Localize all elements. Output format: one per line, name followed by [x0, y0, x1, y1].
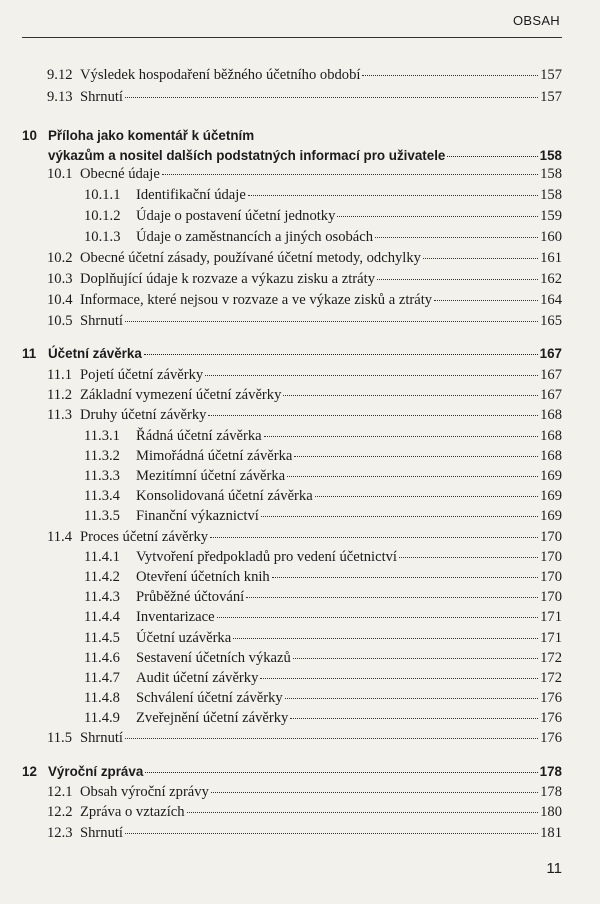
- toc-entry-10-4[interactable]: [47, 291, 562, 309]
- entry-number: 10.4: [47, 292, 73, 308]
- entry-title: Zveřejnění účetní závěrky: [136, 710, 289, 726]
- dot-leader: [264, 436, 539, 437]
- entry-title: Průběžné účtování: [136, 589, 245, 605]
- toc-chapter-11[interactable]: [22, 345, 562, 363]
- toc-entry-11-4-9[interactable]: [84, 709, 562, 727]
- dot-leader: [208, 415, 538, 416]
- entry-number: 11.1: [47, 367, 72, 383]
- toc-chapter-12[interactable]: [22, 763, 562, 781]
- toc-entry-10-2[interactable]: [47, 249, 562, 267]
- entry-page: 171: [540, 609, 562, 625]
- entry-number: 10.1.1: [84, 187, 121, 203]
- entry-title: Základní vymezení účetní závěrky: [80, 387, 282, 403]
- entry-page: 180: [540, 804, 562, 820]
- entry-title: Druhy účetní závěrky: [80, 407, 207, 423]
- toc-entry-11-3-5[interactable]: [84, 507, 562, 525]
- entry-number: 10.1: [47, 166, 73, 182]
- entry-title: Shrnutí: [80, 730, 123, 746]
- dot-leader: [290, 718, 538, 719]
- entry-number: 11.4.2: [84, 569, 120, 585]
- entry-title: Inventarizace: [136, 609, 215, 625]
- entry-number: 11.2: [47, 387, 72, 403]
- entry-title: Mezitímní účetní závěrka: [136, 468, 286, 484]
- dot-leader: [210, 537, 538, 538]
- dot-leader: [362, 75, 538, 76]
- entry-title: Pojetí účetní závěrky: [80, 367, 204, 383]
- entry-title: Obsah výroční zprávy: [80, 784, 209, 800]
- toc-entry-11-4-6[interactable]: [84, 649, 562, 667]
- entry-number: 11.4.5: [84, 630, 120, 646]
- entry-page: 176: [540, 730, 562, 746]
- entry-title: Shrnutí: [80, 89, 123, 105]
- entry-page: 169: [540, 488, 562, 504]
- entry-page: 170: [540, 569, 562, 585]
- entry-number: 11.3: [47, 407, 72, 423]
- chapter-page: 178: [539, 764, 562, 779]
- entry-title: Vytvoření předpokladů pro vedení účetnictví: [136, 549, 397, 565]
- entry-number: 10.2: [47, 250, 73, 266]
- entry-title: Schválení účetní závěrky: [136, 690, 283, 706]
- dot-leader: [287, 476, 538, 477]
- toc-entry-11-4-3[interactable]: [84, 588, 562, 606]
- entry-page: 158: [540, 166, 562, 182]
- toc-entry-11-5[interactable]: [47, 729, 562, 747]
- entry-title: Konsolidovaná účetní závěrka: [136, 488, 313, 504]
- entry-page: 168: [540, 407, 562, 423]
- entry-number: 10.5: [47, 313, 73, 329]
- dot-leader: [217, 617, 539, 618]
- entry-number: 11.5: [47, 730, 72, 746]
- dot-leader: [125, 833, 538, 834]
- dot-leader: [246, 597, 538, 598]
- entry-number: 11.4.9: [84, 710, 120, 726]
- toc-entry-11-4-5[interactable]: [84, 629, 562, 647]
- entry-title: Sestavení účetních výkazů: [136, 650, 291, 666]
- dot-leader: [294, 456, 538, 457]
- toc-entry-11-4-2[interactable]: [84, 568, 562, 586]
- toc-entry-10-1-1[interactable]: [84, 186, 562, 204]
- dot-leader: [315, 496, 538, 497]
- toc-entry-10-1-3[interactable]: [84, 228, 562, 246]
- entry-page: 169: [540, 468, 562, 484]
- dot-leader: [205, 375, 538, 376]
- dot-leader: [260, 678, 538, 679]
- toc-entry-11-4-8[interactable]: [84, 689, 562, 707]
- entry-number: 11.4.3: [84, 589, 120, 605]
- dot-leader: [423, 258, 538, 259]
- dot-leader: [293, 658, 538, 659]
- dot-leader: [337, 216, 538, 217]
- chapter-page: 167: [539, 346, 562, 361]
- entry-title: Identifikační údaje: [136, 187, 246, 203]
- entry-number: 12.3: [47, 825, 73, 841]
- entry-page: 164: [540, 292, 562, 308]
- entry-number: 11.3.4: [84, 488, 120, 504]
- toc-entry-12-3[interactable]: [47, 824, 562, 842]
- entry-page: 157: [540, 89, 562, 105]
- dot-leader: [211, 792, 538, 793]
- toc-entry-10-3[interactable]: [47, 270, 562, 288]
- chapter-title-line2: výkazům a nositel dalších podstatných informací pro uživatele: [48, 148, 446, 163]
- page-number: 11: [546, 860, 562, 877]
- entry-page: 158: [540, 187, 562, 203]
- chapter-number: 12: [22, 764, 37, 779]
- dot-leader: [375, 237, 538, 238]
- entry-page: 172: [540, 650, 562, 666]
- dot-leader: [261, 516, 538, 517]
- chapter-title: Výroční zpráva: [48, 764, 144, 779]
- entry-number: 11.3.1: [84, 428, 120, 444]
- entry-page: 176: [540, 690, 562, 706]
- toc-entry-11-2[interactable]: [47, 386, 562, 404]
- toc-entry-11-3-4[interactable]: [84, 487, 562, 505]
- entry-page: 161: [540, 250, 562, 266]
- entry-title: Zpráva o vztazích: [80, 804, 185, 820]
- entry-page: 168: [540, 428, 562, 444]
- toc-entry-10-1-2[interactable]: [84, 207, 562, 225]
- entry-title: Proces účetní závěrky: [80, 529, 209, 545]
- entry-number: 11.3.3: [84, 468, 120, 484]
- toc-entry-11-4-7[interactable]: [84, 669, 562, 687]
- entry-number: 11.4.6: [84, 650, 120, 666]
- dot-leader: [187, 812, 539, 813]
- entry-number: 11.3.2: [84, 448, 120, 464]
- entry-page: 181: [540, 825, 562, 841]
- entry-title: Otevření účetních knih: [136, 569, 270, 585]
- entry-number: 10.1.3: [84, 229, 121, 245]
- entry-number: 11.4.7: [84, 670, 120, 686]
- toc-entry-11-3[interactable]: [47, 406, 562, 424]
- entry-number: 11.4.4: [84, 609, 120, 625]
- toc-entry-12-2[interactable]: [47, 803, 562, 821]
- entry-number: 12.1: [47, 784, 73, 800]
- dot-leader: [447, 156, 537, 157]
- entry-number: 10.1.2: [84, 208, 121, 224]
- chapter-title: Účetní závěrka: [48, 346, 142, 361]
- toc-entry-11-3-2[interactable]: [84, 447, 562, 465]
- entry-page: 167: [540, 367, 562, 383]
- entry-page: 170: [540, 549, 562, 565]
- entry-page: 167: [540, 387, 562, 403]
- entry-title: Audit účetní závěrky: [136, 670, 259, 686]
- dot-leader: [162, 174, 538, 175]
- toc-entry-9-13[interactable]: [47, 88, 562, 106]
- entry-title: Shrnutí: [80, 313, 123, 329]
- entry-page: 170: [540, 589, 562, 605]
- dot-leader: [144, 354, 538, 355]
- dot-leader: [233, 638, 538, 639]
- entry-page: 176: [540, 710, 562, 726]
- entry-title: Řádná účetní závěrka: [136, 428, 262, 444]
- entry-title: Mimořádná účetní závěrka: [136, 448, 293, 464]
- dot-leader: [145, 772, 537, 773]
- dot-leader: [285, 698, 538, 699]
- entry-page: 170: [540, 529, 562, 545]
- entry-page: 159: [540, 208, 562, 224]
- toc-entry-9-12[interactable]: [47, 66, 562, 84]
- entry-page: 160: [540, 229, 562, 245]
- entry-title: Finanční výkaznictví: [136, 508, 259, 524]
- toc-entry-11-1[interactable]: [47, 366, 562, 384]
- toc-entry-11-3-1[interactable]: [84, 427, 562, 445]
- entry-title: Shrnutí: [80, 825, 123, 841]
- chapter-number: 10: [22, 128, 37, 143]
- toc-entry-10-1[interactable]: [47, 165, 562, 183]
- chapter-title-line1: Příloha jako komentář k účetním: [48, 128, 255, 143]
- entry-title: Obecné účetní zásady, používané účetní metody, odchylky: [80, 250, 421, 266]
- entry-title: Výsledek hospodaření běžného účetního období: [80, 67, 361, 83]
- entry-number: 9.13: [47, 89, 73, 105]
- entry-number: 11.4.8: [84, 690, 120, 706]
- entry-number: 10.3: [47, 271, 73, 287]
- entry-page: 168: [540, 448, 562, 464]
- dot-leader: [248, 195, 538, 196]
- dot-leader: [399, 557, 538, 558]
- entry-title: Údaje o postavení účetní jednotky: [136, 208, 336, 224]
- entry-page: 162: [540, 271, 562, 287]
- entry-title: Doplňující údaje k rozvaze a výkazu zisku a ztráty: [80, 271, 375, 287]
- entry-page: 169: [540, 508, 562, 524]
- dot-leader: [125, 738, 538, 739]
- toc-entry-11-4[interactable]: [47, 528, 562, 546]
- toc-entry-11-3-3[interactable]: [84, 467, 562, 485]
- entry-number: 12.2: [47, 804, 73, 820]
- dot-leader: [283, 395, 538, 396]
- entry-page: 172: [540, 670, 562, 686]
- dot-leader: [125, 321, 538, 322]
- entry-title: Informace, které nejsou v rozvaze a ve výkaze zisků a ztráty: [80, 292, 433, 308]
- dot-leader: [434, 300, 538, 301]
- entry-number: 11.3.5: [84, 508, 120, 524]
- entry-title: Obecné údaje: [80, 166, 160, 182]
- entry-number: 11.4: [47, 529, 72, 545]
- toc-entry-11-4-4[interactable]: [84, 608, 562, 626]
- chapter-number: 11: [22, 346, 37, 361]
- dot-leader: [272, 577, 538, 578]
- entry-number: 11.4.1: [84, 549, 120, 565]
- entry-page: 157: [540, 67, 562, 83]
- entry-page: 178: [540, 784, 562, 800]
- header-rule: [22, 37, 562, 38]
- dot-leader: [125, 97, 538, 98]
- entry-title: Údaje o zaměstnancích a jiných osobách: [136, 229, 374, 245]
- toc-entry-11-4-1[interactable]: [84, 548, 562, 566]
- toc-entry-12-1[interactable]: [47, 783, 562, 801]
- chapter-page: 158: [539, 148, 562, 163]
- entry-page: 171: [540, 630, 562, 646]
- entry-page: 165: [540, 313, 562, 329]
- entry-number: 9.12: [47, 67, 73, 83]
- entry-title: Účetní uzávěrka: [136, 630, 232, 646]
- dot-leader: [377, 279, 538, 280]
- toc-entry-10-5[interactable]: [47, 312, 562, 330]
- toc-chapter-10[interactable]: [22, 127, 562, 165]
- running-header: OBSAH: [512, 13, 560, 28]
